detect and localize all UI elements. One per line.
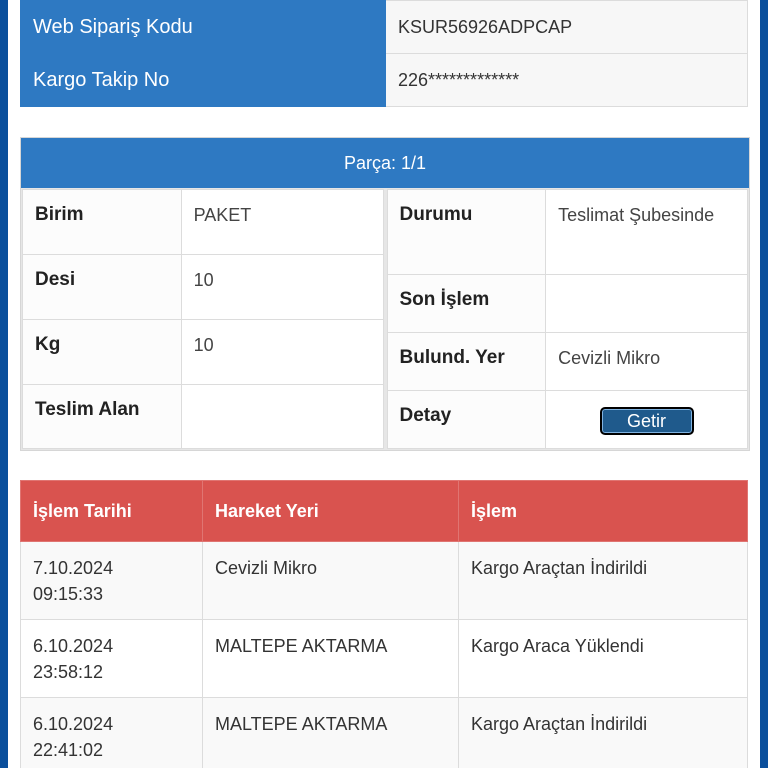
row-datetime <box>21 542 203 620</box>
unit-row <box>23 190 384 255</box>
row-time: 22:41:02 <box>33 740 104 760</box>
web-order-value: KSUR56926ADPCAP <box>386 1 748 54</box>
header-date: İşlem Tarihi <box>21 481 203 542</box>
status-value: Teslimat Şubesinde <box>546 190 748 275</box>
kg-value: 10 <box>181 320 383 385</box>
row-datetime <box>21 620 203 698</box>
row-action: Kargo Araca Yüklendi <box>459 620 748 698</box>
last-action-value <box>546 275 748 333</box>
status-label: Durumu <box>387 190 546 275</box>
part-right-column <box>387 189 749 449</box>
header-place: Hareket Yeri <box>203 481 459 542</box>
row-time: 23:58:12 <box>33 662 104 682</box>
receiver-row <box>23 385 384 449</box>
kg-row <box>23 320 384 385</box>
tracking-no-label: Kargo Takip No <box>21 54 386 107</box>
row-action: Kargo Araçtan İndirildi <box>459 542 748 620</box>
tracking-no-row <box>21 54 748 107</box>
movements-table <box>20 480 748 768</box>
row-time: 09:15:33 <box>33 584 104 604</box>
movements-header <box>21 481 748 542</box>
row-date: 7.10.2024 <box>33 558 114 578</box>
table-row <box>21 542 748 620</box>
order-info-table <box>20 0 748 107</box>
detail-label: Detay <box>387 391 546 449</box>
unit-label: Birim <box>23 190 182 255</box>
get-detail-button[interactable]: Getir <box>600 407 694 435</box>
unit-value: PAKET <box>181 190 383 255</box>
desi-value: 10 <box>181 255 383 320</box>
header-action: İşlem <box>459 481 748 542</box>
detail-cell <box>546 391 748 449</box>
part-left-column <box>22 189 384 449</box>
tracking-page <box>8 0 760 768</box>
location-label: Bulund. Yer <box>387 333 546 391</box>
row-date: 6.10.2024 <box>33 636 114 656</box>
table-row <box>21 698 748 768</box>
row-datetime <box>21 698 203 768</box>
receiver-label: Teslim Alan <box>23 385 182 449</box>
location-value: Cevizli Mikro <box>546 333 748 391</box>
row-place: MALTEPE AKTARMA <box>203 620 459 698</box>
desi-row <box>23 255 384 320</box>
row-action: Kargo Araçtan İndirildi <box>459 698 748 768</box>
last-action-row <box>387 275 748 333</box>
web-order-label: Web Sipariş Kodu <box>21 1 386 54</box>
kg-label: Kg <box>23 320 182 385</box>
table-row <box>21 620 748 698</box>
last-action-label: Son İşlem <box>387 275 546 333</box>
part-header: Parça: 1/1 <box>21 138 749 188</box>
detail-row <box>387 391 748 449</box>
status-row <box>387 190 748 275</box>
web-order-row <box>21 1 748 54</box>
location-row <box>387 333 748 391</box>
receiver-value <box>181 385 383 449</box>
desi-label: Desi <box>23 255 182 320</box>
tracking-no-value: 226************* <box>386 54 748 107</box>
row-place: Cevizli Mikro <box>203 542 459 620</box>
part-section <box>20 137 750 451</box>
row-place: MALTEPE AKTARMA <box>203 698 459 768</box>
row-date: 6.10.2024 <box>33 714 114 734</box>
